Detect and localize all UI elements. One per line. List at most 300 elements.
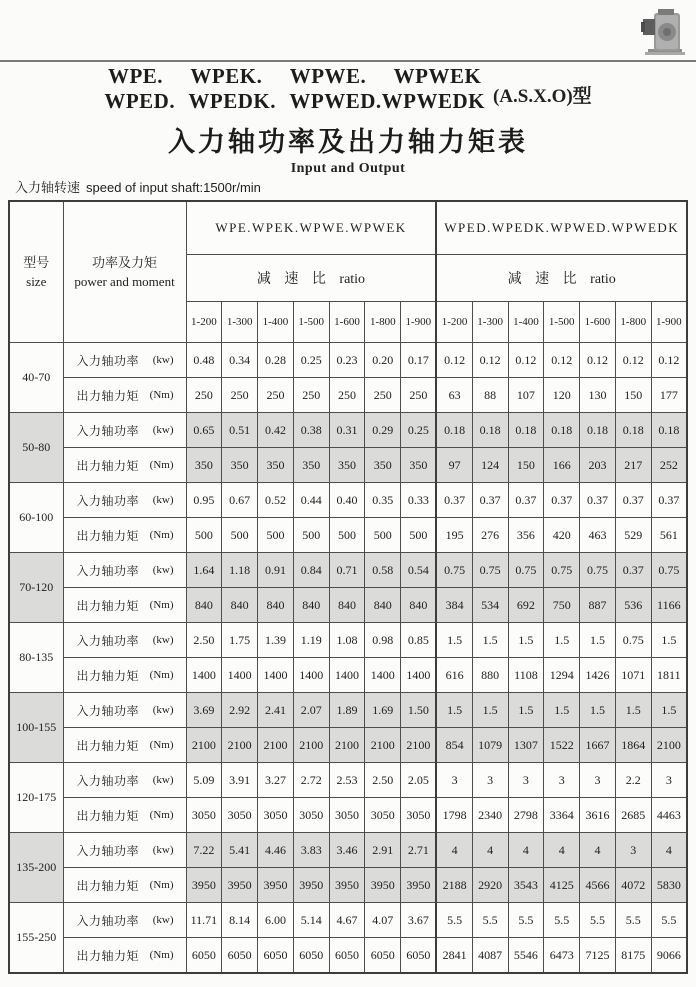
value-cell: 0.58 [365, 553, 401, 588]
size-cell: 100-155 [9, 693, 63, 763]
value-cell: 0.38 [293, 413, 329, 448]
value-cell: 750 [544, 588, 580, 623]
power-torque-table [8, 200, 688, 974]
speed-note-en: speed of input shaft:1500r/min [86, 180, 261, 195]
table-body [9, 343, 687, 974]
value-cell: 3050 [329, 798, 365, 833]
row-label-unit: (Nm) [149, 949, 174, 961]
value-cell: 11.71 [186, 903, 222, 938]
value-cell: 3616 [580, 798, 616, 833]
size-cell: 155-250 [9, 903, 63, 974]
value-cell: 1294 [544, 658, 580, 693]
row-label-unit: (kw) [152, 634, 174, 646]
value-cell: 0.52 [258, 483, 294, 518]
value-cell: 2.91 [365, 833, 401, 868]
value-cell: 2100 [365, 728, 401, 763]
value-cell: 0.18 [580, 413, 616, 448]
row-label [63, 343, 186, 378]
value-cell: 0.54 [401, 553, 437, 588]
value-cell: 4 [580, 833, 616, 868]
value-cell: 887 [580, 588, 616, 623]
row-label-text: 出力轴力矩 [76, 878, 140, 893]
value-cell: 6050 [222, 938, 258, 974]
row-label-unit: (Nm) [149, 459, 174, 471]
value-cell: 529 [615, 518, 651, 553]
value-cell: 1.18 [222, 553, 258, 588]
row-label-unit: (kw) [152, 564, 174, 576]
value-cell: 6050 [401, 938, 437, 974]
row-label [63, 483, 186, 518]
row-label [63, 728, 186, 763]
value-cell: 880 [472, 658, 508, 693]
row-label-unit: (kw) [152, 914, 174, 926]
value-cell: 2.71 [401, 833, 437, 868]
value-cell: 5.5 [651, 903, 687, 938]
value-cell: 250 [401, 378, 437, 413]
row-label [63, 938, 186, 974]
value-cell: 3 [472, 763, 508, 798]
value-cell: 0.12 [615, 343, 651, 378]
ratio-label-group1: 减 速 比 ratio [186, 255, 436, 302]
value-cell: 7125 [580, 938, 616, 974]
value-cell: 0.12 [544, 343, 580, 378]
value-cell: 384 [436, 588, 472, 623]
value-cell: 0.67 [222, 483, 258, 518]
value-cell: 3543 [508, 868, 544, 903]
ratio-header: 1-600 [329, 302, 365, 343]
power-row [9, 623, 687, 658]
value-cell: 5.5 [580, 903, 616, 938]
row-label [63, 903, 186, 938]
size-cell: 135-200 [9, 833, 63, 903]
value-cell: 0.12 [580, 343, 616, 378]
value-cell: 0.37 [544, 483, 580, 518]
value-cell: 0.84 [293, 553, 329, 588]
value-cell: 4 [544, 833, 580, 868]
page-title: 入力轴功率及出力轴力矩表 [168, 127, 528, 157]
value-cell: 250 [186, 378, 222, 413]
value-cell: 1.19 [293, 623, 329, 658]
value-cell: 0.18 [436, 413, 472, 448]
ratio-header: 1-800 [365, 302, 401, 343]
row-label [63, 693, 186, 728]
row-label-unit: (Nm) [149, 389, 174, 401]
value-cell: 3.27 [258, 763, 294, 798]
value-cell: 0.18 [615, 413, 651, 448]
power-row [9, 763, 687, 798]
row-label-text: 出力轴力矩 [76, 598, 140, 613]
value-cell: 350 [186, 448, 222, 483]
value-cell: 1667 [580, 728, 616, 763]
row-label [63, 658, 186, 693]
value-cell: 6050 [329, 938, 365, 974]
value-cell: 0.17 [401, 343, 437, 378]
value-cell: 217 [615, 448, 651, 483]
ratio-header: 1-500 [544, 302, 580, 343]
torque-row [9, 448, 687, 483]
row-label-text: 入力轴功率 [76, 843, 140, 858]
value-cell: 0.31 [329, 413, 365, 448]
value-cell: 2.53 [329, 763, 365, 798]
value-cell: 0.18 [544, 413, 580, 448]
value-cell: 0.20 [365, 343, 401, 378]
row-label-text: 出力轴力矩 [76, 388, 140, 403]
value-cell: 534 [472, 588, 508, 623]
value-cell: 1.5 [580, 693, 616, 728]
value-cell: 1.5 [651, 693, 687, 728]
value-cell: 5.5 [544, 903, 580, 938]
value-cell: 1864 [615, 728, 651, 763]
row-label-text: 入力轴功率 [76, 493, 140, 508]
value-cell: 5.5 [436, 903, 472, 938]
value-cell: 350 [258, 448, 294, 483]
value-cell: 2100 [293, 728, 329, 763]
power-row [9, 693, 687, 728]
value-cell: 5.41 [222, 833, 258, 868]
value-cell: 250 [329, 378, 365, 413]
row-label-unit: (kw) [152, 424, 174, 436]
value-cell: 3364 [544, 798, 580, 833]
value-cell: 0.12 [472, 343, 508, 378]
size-cell: 60-100 [9, 483, 63, 553]
size-cell: 80-135 [9, 623, 63, 693]
value-cell: 4463 [651, 798, 687, 833]
torque-row [9, 588, 687, 623]
value-cell: 130 [580, 378, 616, 413]
value-cell: 3950 [293, 868, 329, 903]
value-cell: 0.37 [508, 483, 544, 518]
group1-header: WPE.WPEK.WPWE.WPWEK [186, 201, 436, 255]
ratio-header: 1-400 [258, 302, 294, 343]
row-label-text: 入力轴功率 [76, 633, 140, 648]
size-cell: 120-175 [9, 763, 63, 833]
value-cell: 3950 [401, 868, 437, 903]
series-line-1: WPE. WPEK. WPWE. WPWEK [107, 64, 482, 88]
value-cell: 0.37 [615, 483, 651, 518]
header-divider-rule [0, 60, 696, 62]
ratio-header: 1-900 [651, 302, 687, 343]
value-cell: 0.40 [329, 483, 365, 518]
ratio-header: 1-500 [293, 302, 329, 343]
row-label-unit: (Nm) [149, 879, 174, 891]
row-label-unit: (Nm) [149, 669, 174, 681]
value-cell: 3050 [365, 798, 401, 833]
value-cell: 0.18 [508, 413, 544, 448]
row-label-text: 入力轴功率 [76, 563, 140, 578]
value-cell: 350 [329, 448, 365, 483]
value-cell: 500 [186, 518, 222, 553]
torque-row [9, 798, 687, 833]
value-cell: 4 [508, 833, 544, 868]
value-cell: 0.12 [436, 343, 472, 378]
ratio-header: 1-300 [472, 302, 508, 343]
value-cell: 2798 [508, 798, 544, 833]
ratio-header: 1-200 [186, 302, 222, 343]
value-cell: 4.46 [258, 833, 294, 868]
row-label [63, 588, 186, 623]
value-cell: 0.75 [436, 553, 472, 588]
value-cell: 5546 [508, 938, 544, 974]
value-cell: 1.5 [544, 693, 580, 728]
row-label [63, 868, 186, 903]
value-cell: 6.00 [258, 903, 294, 938]
value-cell: 0.34 [222, 343, 258, 378]
value-cell: 0.25 [401, 413, 437, 448]
value-cell: 2841 [436, 938, 472, 974]
value-cell: 0.37 [436, 483, 472, 518]
value-cell: 1.5 [472, 623, 508, 658]
value-cell: 4072 [615, 868, 651, 903]
value-cell: 107 [508, 378, 544, 413]
value-cell: 3050 [222, 798, 258, 833]
row-label [63, 623, 186, 658]
row-label-unit: (Nm) [149, 739, 174, 751]
value-cell: 4 [436, 833, 472, 868]
row-label-text: 出力轴力矩 [76, 528, 140, 543]
value-cell: 1400 [329, 658, 365, 693]
row-label-text: 入力轴功率 [76, 423, 140, 438]
torque-row [9, 518, 687, 553]
value-cell: 63 [436, 378, 472, 413]
value-cell: 0.75 [544, 553, 580, 588]
value-cell: 3.46 [329, 833, 365, 868]
value-cell: 3.69 [186, 693, 222, 728]
value-cell: 1108 [508, 658, 544, 693]
row-label-text: 出力轴力矩 [76, 948, 140, 963]
power-row [9, 833, 687, 868]
value-cell: 463 [580, 518, 616, 553]
value-cell: 1400 [293, 658, 329, 693]
value-cell: 2100 [329, 728, 365, 763]
row-label-unit: (Nm) [149, 599, 174, 611]
value-cell: 0.35 [365, 483, 401, 518]
row-label-unit: (kw) [152, 704, 174, 716]
value-cell: 250 [222, 378, 258, 413]
power-row [9, 903, 687, 938]
row-label [63, 518, 186, 553]
value-cell: 0.25 [293, 343, 329, 378]
value-cell: 1400 [186, 658, 222, 693]
value-cell: 350 [222, 448, 258, 483]
value-cell: 2.50 [365, 763, 401, 798]
page-subtitle: Input and Output [290, 161, 406, 176]
value-cell: 2100 [401, 728, 437, 763]
row-label-unit: (kw) [152, 844, 174, 856]
torque-row [9, 868, 687, 903]
value-cell: 88 [472, 378, 508, 413]
value-cell: 1811 [651, 658, 687, 693]
value-cell: 8.14 [222, 903, 258, 938]
value-cell: 1798 [436, 798, 472, 833]
value-cell: 166 [544, 448, 580, 483]
row-label [63, 833, 186, 868]
value-cell: 4087 [472, 938, 508, 974]
value-cell: 500 [258, 518, 294, 553]
value-cell: 4.07 [365, 903, 401, 938]
value-cell: 3 [436, 763, 472, 798]
value-cell: 3 [651, 763, 687, 798]
value-cell: 350 [401, 448, 437, 483]
value-cell: 6050 [293, 938, 329, 974]
value-cell: 1522 [544, 728, 580, 763]
value-cell: 0.37 [651, 483, 687, 518]
value-cell: 1400 [365, 658, 401, 693]
value-cell: 1.69 [365, 693, 401, 728]
value-cell: 1.5 [651, 623, 687, 658]
row-label-unit: (Nm) [149, 809, 174, 821]
value-cell: 3050 [401, 798, 437, 833]
value-cell: 4 [651, 833, 687, 868]
value-cell: 840 [401, 588, 437, 623]
row-label-text: 出力轴力矩 [76, 458, 140, 473]
power-moment-header-cn: 功率及力矩 [91, 254, 157, 270]
value-cell: 2.92 [222, 693, 258, 728]
value-cell: 1400 [258, 658, 294, 693]
value-cell: 7.22 [186, 833, 222, 868]
value-cell: 1.5 [544, 623, 580, 658]
value-cell: 854 [436, 728, 472, 763]
value-cell: 1166 [651, 588, 687, 623]
value-cell: 6050 [365, 938, 401, 974]
value-cell: 0.98 [365, 623, 401, 658]
power-row [9, 413, 687, 448]
value-cell: 2100 [186, 728, 222, 763]
value-cell: 0.28 [258, 343, 294, 378]
value-cell: 195 [436, 518, 472, 553]
value-cell: 3.83 [293, 833, 329, 868]
value-cell: 4125 [544, 868, 580, 903]
value-cell: 250 [365, 378, 401, 413]
size-cell: 40-70 [9, 343, 63, 413]
value-cell: 1.89 [329, 693, 365, 728]
torque-row [9, 728, 687, 763]
torque-row [9, 658, 687, 693]
value-cell: 124 [472, 448, 508, 483]
value-cell: 150 [615, 378, 651, 413]
value-cell: 3.91 [222, 763, 258, 798]
value-cell: 1.5 [508, 693, 544, 728]
gear-reducer-photo [640, 5, 688, 59]
ratio-header: 1-600 [580, 302, 616, 343]
value-cell: 2.2 [615, 763, 651, 798]
value-cell: 2685 [615, 798, 651, 833]
value-cell: 1.64 [186, 553, 222, 588]
value-cell: 3050 [258, 798, 294, 833]
row-label-unit: (kw) [152, 774, 174, 786]
value-cell: 840 [329, 588, 365, 623]
value-cell: 2.41 [258, 693, 294, 728]
value-cell: 250 [293, 378, 329, 413]
value-cell: 0.42 [258, 413, 294, 448]
value-cell: 0.37 [580, 483, 616, 518]
value-cell: 500 [293, 518, 329, 553]
value-cell: 5.5 [472, 903, 508, 938]
speed-note-cn: 入力轴转速 [15, 180, 81, 195]
value-cell: 0.75 [508, 553, 544, 588]
value-cell: 5.14 [293, 903, 329, 938]
input-speed-note [15, 177, 261, 196]
row-label [63, 448, 186, 483]
value-cell: 0.44 [293, 483, 329, 518]
value-cell: 0.51 [222, 413, 258, 448]
ratio-header: 1-200 [436, 302, 472, 343]
value-cell: 1400 [401, 658, 437, 693]
row-label-text: 入力轴功率 [76, 703, 140, 718]
value-cell: 1307 [508, 728, 544, 763]
value-cell: 500 [365, 518, 401, 553]
value-cell: 692 [508, 588, 544, 623]
value-cell: 0.75 [472, 553, 508, 588]
value-cell: 3950 [222, 868, 258, 903]
value-cell: 8175 [615, 938, 651, 974]
value-cell: 1.5 [436, 623, 472, 658]
value-cell: 1.50 [401, 693, 437, 728]
torque-row [9, 938, 687, 974]
value-cell: 356 [508, 518, 544, 553]
row-label-unit: (kw) [152, 494, 174, 506]
value-cell: 0.91 [258, 553, 294, 588]
value-cell: 1.5 [508, 623, 544, 658]
value-cell: 0.33 [401, 483, 437, 518]
value-cell: 3 [580, 763, 616, 798]
row-label-text: 出力轴力矩 [76, 808, 140, 823]
power-row [9, 553, 687, 588]
power-moment-header-en: power and moment [74, 274, 175, 289]
value-cell: 2188 [436, 868, 472, 903]
value-cell: 0.29 [365, 413, 401, 448]
value-cell: 536 [615, 588, 651, 623]
row-label-text: 入力轴功率 [76, 353, 140, 368]
row-label-unit: (Nm) [149, 529, 174, 541]
row-label [63, 413, 186, 448]
value-cell: 840 [186, 588, 222, 623]
value-cell: 2.72 [293, 763, 329, 798]
ratio-header: 1-800 [615, 302, 651, 343]
value-cell: 1079 [472, 728, 508, 763]
power-row [9, 483, 687, 518]
series-line-2: WPED. WPEDK. WPWED.WPWEDK [104, 89, 485, 113]
page-heading [0, 64, 696, 177]
value-cell: 0.75 [651, 553, 687, 588]
size-cell: 70-120 [9, 553, 63, 623]
value-cell: 3 [508, 763, 544, 798]
value-cell: 150 [508, 448, 544, 483]
value-cell: 0.23 [329, 343, 365, 378]
value-cell: 350 [293, 448, 329, 483]
value-cell: 0.71 [329, 553, 365, 588]
value-cell: 252 [651, 448, 687, 483]
value-cell: 6050 [186, 938, 222, 974]
value-cell: 2.07 [293, 693, 329, 728]
value-cell: 4.67 [329, 903, 365, 938]
row-label [63, 553, 186, 588]
value-cell: 1.5 [436, 693, 472, 728]
power-row [9, 343, 687, 378]
value-cell: 5.5 [508, 903, 544, 938]
size-column-header [9, 201, 63, 343]
row-label [63, 798, 186, 833]
value-cell: 500 [222, 518, 258, 553]
value-cell: 0.12 [508, 343, 544, 378]
row-label-text: 入力轴功率 [76, 913, 140, 928]
value-cell: 1426 [580, 658, 616, 693]
value-cell: 276 [472, 518, 508, 553]
value-cell: 840 [293, 588, 329, 623]
value-cell: 561 [651, 518, 687, 553]
value-cell: 1.08 [329, 623, 365, 658]
value-cell: 3050 [293, 798, 329, 833]
value-cell: 0.37 [615, 553, 651, 588]
